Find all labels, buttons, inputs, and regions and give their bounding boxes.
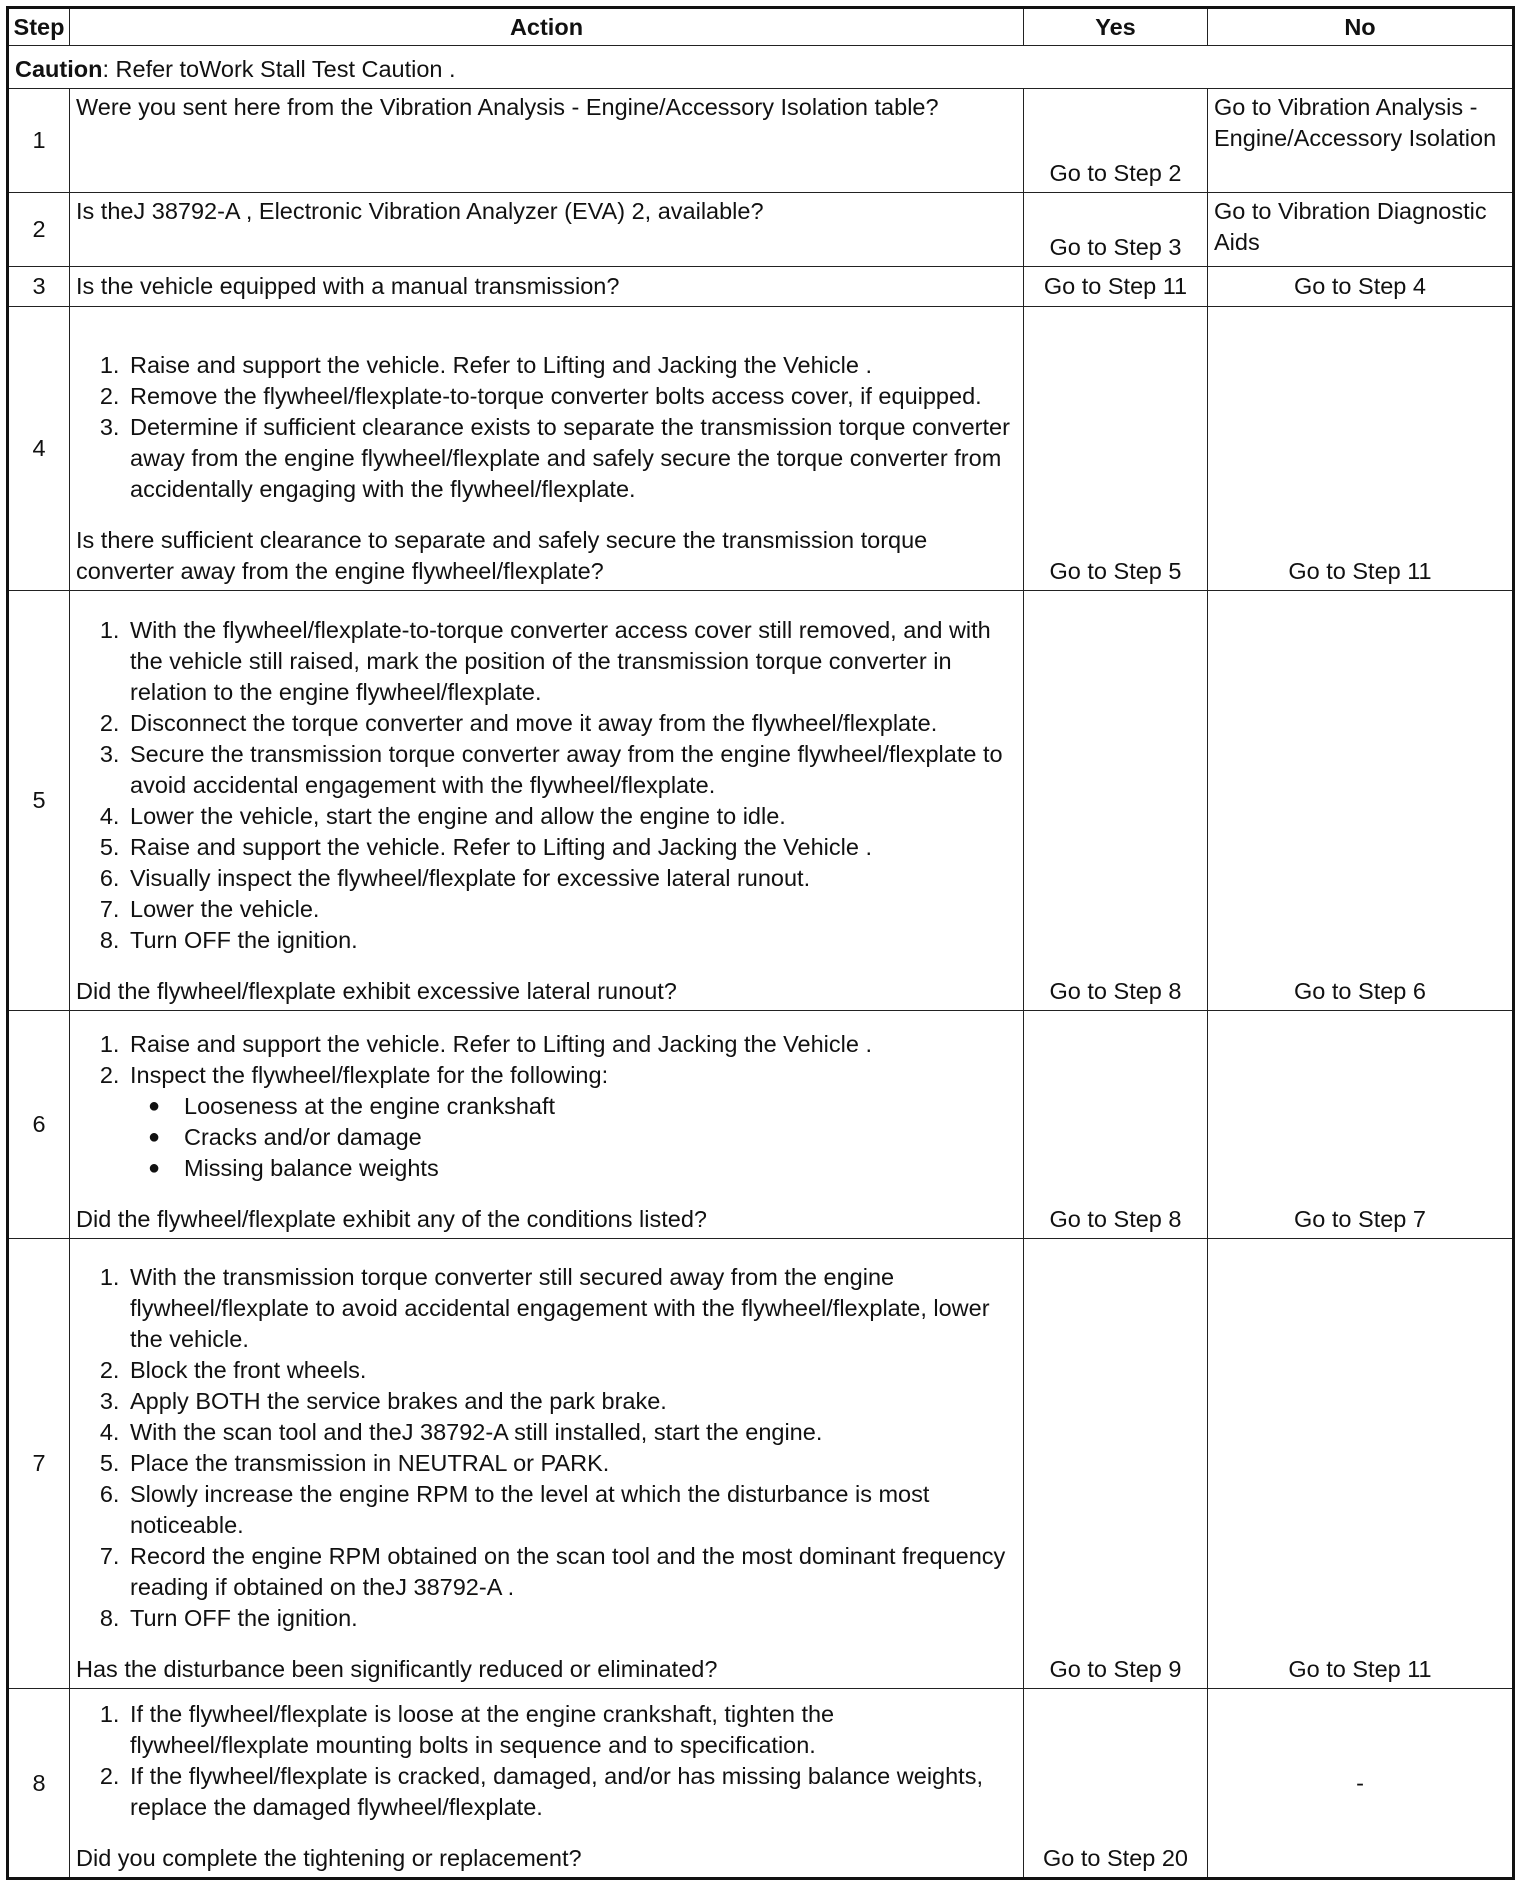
yes-link[interactable]: Go to Step 20 bbox=[1024, 1689, 1208, 1879]
page bbox=[6, 6, 1512, 1880]
list-item: 5. Place the transmission in NEUTRAL or PARK. bbox=[126, 1448, 1017, 1479]
yes-link[interactable]: Go to Step 2 bbox=[1024, 89, 1208, 193]
list-item: 2. Remove the flywheel/flexplate-to-torque converter bolts access cover, if equipped. bbox=[126, 381, 1017, 412]
action-question: Did the flywheel/flexplate exhibit excessive lateral runout? bbox=[76, 978, 677, 1004]
header-action: Action bbox=[70, 8, 1024, 46]
header-no: No bbox=[1208, 8, 1514, 46]
no-link[interactable]: Go to Step 4 bbox=[1208, 267, 1514, 307]
list-item: 2. Block the front wheels. bbox=[126, 1355, 1017, 1386]
list-item: 2. Disconnect the torque converter and move it away from the flywheel/flexplate. bbox=[126, 708, 1017, 739]
procedure-list bbox=[76, 615, 1017, 956]
procedure-list bbox=[76, 1029, 1017, 1184]
bullet-item: ● Looseness at the engine crankshaft bbox=[180, 1091, 1017, 1122]
action-question: Has the disturbance been significantly reduced or eliminated? bbox=[76, 1656, 718, 1682]
step-number: 8 bbox=[8, 1689, 70, 1879]
yes-link[interactable]: Go to Step 8 bbox=[1024, 1011, 1208, 1239]
table-row bbox=[8, 591, 1514, 1011]
action-cell bbox=[70, 591, 1024, 1011]
step-number: 4 bbox=[8, 307, 70, 591]
list-item: 6. Slowly increase the engine RPM to the level at which the disturbance is most noticeable. bbox=[126, 1479, 1017, 1541]
list-item: 1. Raise and support the vehicle. Refer to Lifting and Jacking the Vehicle . bbox=[126, 350, 1017, 381]
list-item: 4. Lower the vehicle, start the engine and allow the engine to idle. bbox=[126, 801, 1017, 832]
action-cell bbox=[70, 1689, 1024, 1879]
action-question: Were you sent here from the Vibration Analysis - Engine/Accessory Isolation table? bbox=[70, 89, 1024, 193]
list-item: 3. Determine if sufficient clearance exists to separate the transmission torque converter away from the engine flywheel/flexplate and safely secure the torque converter from accidentally engaging with the flywheel/flexplate. bbox=[126, 412, 1017, 505]
step-number: 7 bbox=[8, 1239, 70, 1689]
table-row bbox=[8, 1011, 1514, 1239]
header-row bbox=[8, 8, 1514, 46]
action-question: Is there sufficient clearance to separate and safely secure the transmission torque converter away from the engine flywheel/flexplate? bbox=[76, 527, 928, 584]
list-item: 1. With the transmission torque converter still secured away from the engine flywheel/flexplate to avoid accidental engagement with the flywheel/flexplate, lower the vehicle. bbox=[126, 1262, 1017, 1355]
diagnostic-table bbox=[6, 6, 1515, 1880]
list-item: 7. Record the engine RPM obtained on the scan tool and the most dominant frequency reading if obtained on theJ 38792-A . bbox=[126, 1541, 1017, 1603]
table-row bbox=[8, 267, 1514, 307]
bullet-item: ● Missing balance weights bbox=[180, 1153, 1017, 1184]
list-item: 3. Secure the transmission torque converter away from the engine flywheel/flexplate to avoid accidental engagement with the flywheel/flexplate. bbox=[126, 739, 1017, 801]
header-step: Step bbox=[8, 8, 70, 46]
header-yes: Yes bbox=[1024, 8, 1208, 46]
no-link[interactable]: Go to Step 6 bbox=[1208, 591, 1514, 1011]
no-link[interactable]: Go to Step 7 bbox=[1208, 1011, 1514, 1239]
step-number: 2 bbox=[8, 193, 70, 267]
list-item: 8. Turn OFF the ignition. bbox=[126, 925, 1017, 956]
list-item: 6. Visually inspect the flywheel/flexplate for excessive lateral runout. bbox=[126, 863, 1017, 894]
procedure-list bbox=[76, 350, 1017, 505]
step-number: 3 bbox=[8, 267, 70, 307]
yes-link[interactable]: Go to Step 11 bbox=[1024, 267, 1208, 307]
no-value: - bbox=[1208, 1689, 1514, 1879]
procedure-list bbox=[76, 1262, 1017, 1634]
no-link[interactable]: Go to Step 11 bbox=[1208, 307, 1514, 591]
action-cell bbox=[70, 1011, 1024, 1239]
table-row bbox=[8, 193, 1514, 267]
list-item: 2. If the flywheel/flexplate is cracked, damaged, and/or has missing balance weights, replace the damaged flywheel/flexplate. bbox=[126, 1761, 1017, 1823]
action-question: Did you complete the tightening or replacement? bbox=[76, 1845, 582, 1871]
list-item bbox=[126, 1060, 1017, 1184]
condition-list bbox=[130, 1091, 1017, 1184]
step-number: 1 bbox=[8, 89, 70, 193]
step-number: 6 bbox=[8, 1011, 70, 1239]
procedure-list bbox=[76, 1699, 1017, 1823]
yes-link[interactable]: Go to Step 9 bbox=[1024, 1239, 1208, 1689]
caution-row bbox=[8, 46, 1514, 89]
action-cell bbox=[70, 1239, 1024, 1689]
table-row bbox=[8, 307, 1514, 591]
list-item: 3. Apply BOTH the service brakes and the park brake. bbox=[126, 1386, 1017, 1417]
list-item: 1. If the flywheel/flexplate is loose at the engine crankshaft, tighten the flywheel/flexplate mounting bolts in sequence and to specification. bbox=[126, 1699, 1017, 1761]
list-item: 4. With the scan tool and theJ 38792-A still installed, start the engine. bbox=[126, 1417, 1017, 1448]
table-row bbox=[8, 1239, 1514, 1689]
yes-link[interactable]: Go to Step 5 bbox=[1024, 307, 1208, 591]
caution-text: : Refer toWork Stall Test Caution . bbox=[102, 56, 456, 82]
no-link[interactable]: Go to Vibration Analysis - Engine/Accessory Isolation bbox=[1208, 89, 1514, 193]
bullet-item: ● Cracks and/or damage bbox=[180, 1122, 1017, 1153]
table-row bbox=[8, 1689, 1514, 1879]
list-item-text: Inspect the flywheel/flexplate for the following: bbox=[130, 1062, 609, 1088]
action-question: Is theJ 38792-A , Electronic Vibration Analyzer (EVA) 2, available? bbox=[70, 193, 1024, 267]
caution-label: Caution bbox=[15, 56, 103, 82]
caution-cell bbox=[8, 46, 1514, 89]
step-number: 5 bbox=[8, 591, 70, 1011]
list-item: 7. Lower the vehicle. bbox=[126, 894, 1017, 925]
no-link[interactable]: Go to Step 11 bbox=[1208, 1239, 1514, 1689]
list-item: 1. With the flywheel/flexplate-to-torque converter access cover still removed, and with the vehicle still raised, mark the position of the transmission torque converter in relation to the engine flywheel/flexplate. bbox=[126, 615, 1017, 708]
action-cell bbox=[70, 307, 1024, 591]
no-link[interactable]: Go to Vibration Diagnostic Aids bbox=[1208, 193, 1514, 267]
list-item: 5. Raise and support the vehicle. Refer to Lifting and Jacking the Vehicle . bbox=[126, 832, 1017, 863]
action-question: Did the flywheel/flexplate exhibit any of the conditions listed? bbox=[76, 1206, 707, 1232]
yes-link[interactable]: Go to Step 8 bbox=[1024, 591, 1208, 1011]
list-item: 8. Turn OFF the ignition. bbox=[126, 1603, 1017, 1634]
list-item: 1. Raise and support the vehicle. Refer to Lifting and Jacking the Vehicle . bbox=[126, 1029, 1017, 1060]
table-row bbox=[8, 89, 1514, 193]
action-question: Is the vehicle equipped with a manual transmission? bbox=[70, 267, 1024, 307]
yes-link[interactable]: Go to Step 3 bbox=[1024, 193, 1208, 267]
